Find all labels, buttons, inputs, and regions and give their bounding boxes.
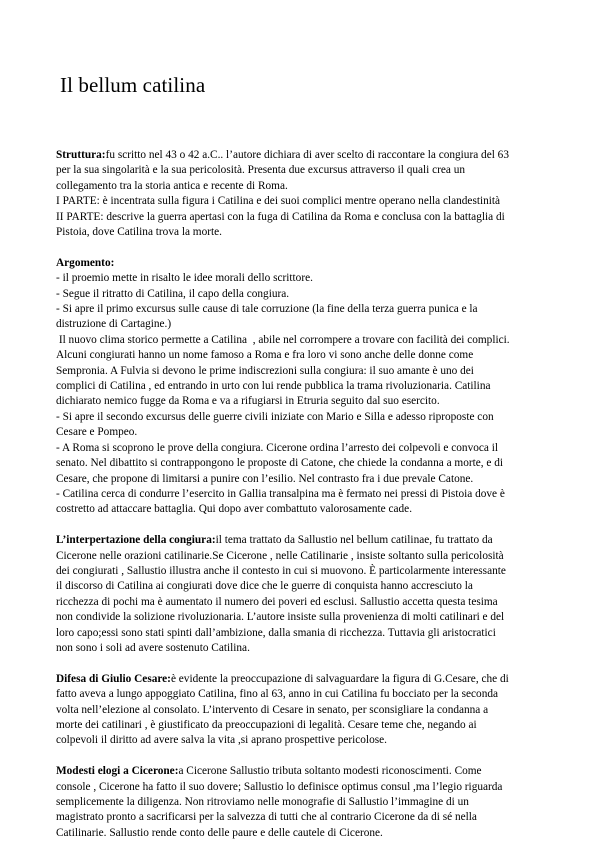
text-line: I PARTE: è incentrata sulla figura i Catilina e dei suoi complici mentre operano nella clandestinità (56, 195, 501, 208)
text-line (56, 256, 544, 271)
document-body (56, 148, 544, 857)
text-line: fatto aveva a lungo appoggiato Catilina, fino al 63, anno in cui Catilina fu bocciato per la seconda (56, 688, 499, 701)
text-span: è evidente la preoccupazione di salvaguardare la figura di G.Cesare, che di (170, 672, 509, 685)
text-line: Alcuni congiurati hanno un nome famoso a Roma e fra loro vi sono anche delle donne come (56, 349, 474, 362)
text-line: dei congiurati , Sallustio illustra anche il contesto in cui si muovono. È particolarmente interessante (56, 564, 506, 577)
text-line: Pistoia, dove Catilina trova la morte. (56, 226, 222, 239)
text-line: - A Roma si scoprono le prove della congiura. Cicerone ordina l’arresto dei colpevoli e convoca il (56, 441, 499, 454)
text-line: costretto ad attaccare battaglia. Qui dopo aver combattuto valorosamente cade. (56, 503, 413, 516)
text-line: il discorso di Catilina ai congiurati dove dice che le guerre di conquista hanno accresciuto la (56, 580, 473, 593)
text-line: distruzione di Cartagine.) (56, 318, 172, 331)
text-line: semplicemente la diligenza. Non ritroviamo nelle monografie di Sallustio l’immagine di un (56, 796, 469, 808)
document-title: Il bellum catilina (60, 73, 206, 97)
text-line: non sono i soli ad avere sostenuto Catilina. (56, 641, 250, 654)
section-heading: Argomento: (56, 256, 115, 269)
text-line: - Segue il ritratto di Catilina, il capo della congiura. (56, 287, 290, 300)
text-line: volta nell’elezione al consolato. L’intervento di Cesare in senato, per sconsigliare la condanna a (56, 703, 489, 716)
text-line (56, 148, 544, 163)
text-line: colpevoli il diritto ad avere salva la vita ,si aprano prospettive pericolose. (56, 734, 387, 747)
text-span: a Cicerone Sallustio tributa soltanto modesti riconoscimenti. Come (178, 765, 482, 778)
text-line: Il nuovo clima storico permette a Catilina , abile nel corrompere a trovare con facilità dei complici. (56, 333, 510, 346)
text-line: Catilinarie. Sallustio rende conto delle paure e delle cautele di Cicerone. (56, 826, 383, 839)
text-line: complici di Catilina , ed entrando in urto con lui rende pubblica la trama rivoluzionaria. Catilina (56, 380, 491, 393)
section-elogi-cicerone (56, 764, 544, 841)
text-line: non condivide la solizione rivoluzionaria. L’autore insiste sulla provenienza di molti catilinari e del (56, 611, 505, 624)
text-line: - Si apre il primo excursus sulle cause di tale corruzione (la fine della terza guerra punica e la (56, 303, 478, 316)
text-line: - Catilina cerca di condurre l’esercito in Gallia transalpina ma è fermato nei pressi di Pistoia dove è (56, 487, 505, 500)
text-line: Cicerone nelle orazioni catilinarie.Se Cicerone , nelle Catilinarie , insiste soltanto sulla pericolosità (56, 549, 504, 562)
text-line: - il proemio mette in risalto le idee morali dello scrittore. (56, 272, 313, 285)
text-line: per la sua singolarità e la sua pericolosità. Presenta due excursus attraverso il quali crea un (56, 164, 466, 177)
section-argomento (56, 256, 544, 518)
text-line: morte dei catilinari , è giustificato da preoccupazioni di legalità. Cesare teme che, negando ai (56, 718, 477, 731)
text-line: senato. Nel dibattito si contrappongono le proposte di Catone, che chiede la condanna a morte, e di (56, 457, 504, 470)
text-line (56, 533, 544, 548)
section-heading: Difesa di Giulio Cesare: (56, 672, 171, 685)
text-line: magistrato pronto a sacrificarsi per la salvezza di tutti che al contrario Cicerone da di sé nella (56, 811, 477, 824)
text-line: II PARTE: descrive la guerra apertasi con la fuga di Catilina da Roma e conclusa con la battaglia di (56, 210, 505, 223)
text-line (56, 672, 544, 687)
text-line: collegamento tra la storia antica e recente di Roma. (56, 179, 288, 192)
section-difesa-cesare (56, 672, 544, 749)
section-interpretazione (56, 533, 544, 656)
text-line: Cesare e Pompeo. (56, 426, 138, 439)
text-line: console , Cicerone ha fatto il suo dovere; Sallustio lo definisce optimus consul ,ma l’legio riguarda (56, 780, 503, 793)
text-line (56, 764, 544, 779)
text-line: Cesare, che propone di limitarsi a punire con l’esilio. Nel contrasto fra i due prevale Catone. (56, 472, 474, 485)
text-span: il tema trattato da Sallustio nel bellum catilinae, fu trattato da (215, 534, 493, 547)
text-line: - Si apre il secondo excursus delle guerre civili iniziate con Mario e Silla e adesso riproposte con (56, 410, 494, 423)
section-heading: L’interpertazione della congiura: (56, 534, 216, 547)
section-struttura (56, 148, 544, 240)
text-line: dichiarato nemico fugge da Roma e va a rifugiarsi in Etruria seguito dal suo esercito. (56, 395, 440, 408)
text-line: loro capo;essi sono stati spinti dall’ambizione, dalla smania di ricchezza. Tuttavia gli aristocratici (56, 626, 496, 639)
section-heading: Modesti elogi a Cicerone: (56, 765, 179, 778)
section-heading: Struttura: (56, 149, 106, 161)
text-span: fu scritto nel 43 o 42 a.C.. l’autore dichiara di aver scelto di raccontare la congiura del 63 (105, 149, 509, 161)
text-line: Sempronia. A Fulvia si devono le prime indiscrezioni sulla congiura: il suo amante è uno dei (56, 364, 474, 377)
text-line: ricchezza di pochi ma è aumentato il numero dei poveri ed esclusi. Sallustio accetta questa tesima (56, 595, 498, 608)
